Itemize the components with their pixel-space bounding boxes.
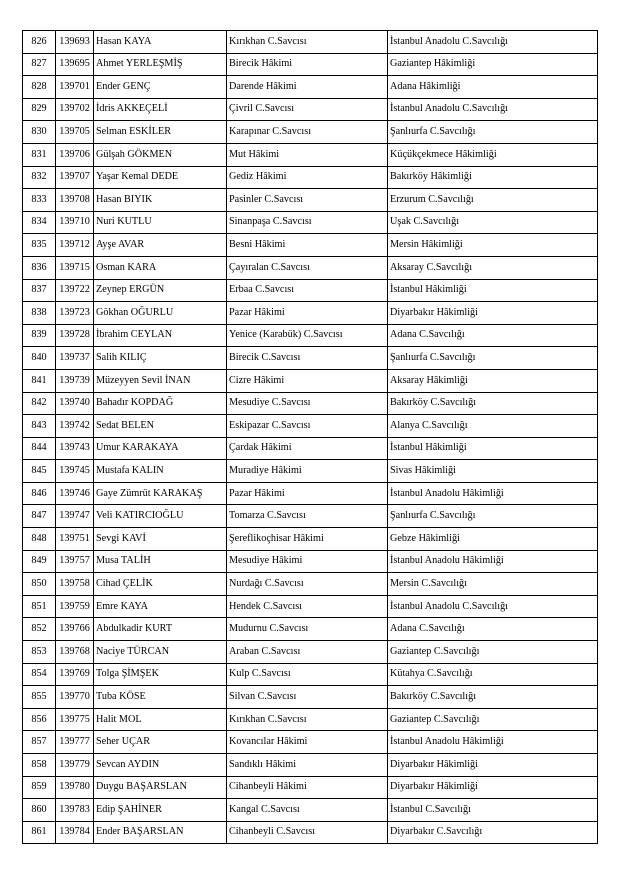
row-number: 843 — [23, 415, 56, 438]
registry-number: 139723 — [56, 302, 94, 325]
table-row — [23, 31, 598, 54]
registry-number: 139740 — [56, 392, 94, 415]
person-name: Bahadır KOPDAĞ — [94, 392, 227, 415]
current-post: Mesudiye C.Savcısı — [227, 392, 388, 415]
current-post: Pazar Hâkimi — [227, 482, 388, 505]
row-number: 837 — [23, 279, 56, 302]
person-name: Gökhan OĞURLU — [94, 302, 227, 325]
table-row — [23, 754, 598, 777]
person-name: Hasan KAYA — [94, 31, 227, 54]
assigned-post: Şanlıurfa C.Savcılığı — [388, 347, 598, 370]
person-name: Nuri KUTLU — [94, 211, 227, 234]
assigned-post: Diyarbakır Hâkimliği — [388, 754, 598, 777]
person-name: Ahmet YERLEŞMİŞ — [94, 53, 227, 76]
current-post: Cizre Hâkimi — [227, 369, 388, 392]
current-post: Çayıralan C.Savcısı — [227, 256, 388, 279]
person-name: Osman KARA — [94, 256, 227, 279]
table-row — [23, 618, 598, 641]
row-number: 828 — [23, 76, 56, 99]
assigned-post: Alanya C.Savcılığı — [388, 415, 598, 438]
table-row — [23, 799, 598, 822]
table-row — [23, 528, 598, 551]
current-post: Kırıkhan C.Savcısı — [227, 31, 388, 54]
row-number: 858 — [23, 754, 56, 777]
row-number: 831 — [23, 143, 56, 166]
row-number: 826 — [23, 31, 56, 54]
registry-number: 139759 — [56, 595, 94, 618]
table-row — [23, 53, 598, 76]
person-name: Tuba KÖSE — [94, 686, 227, 709]
appointment-table — [22, 30, 598, 844]
table-row — [23, 256, 598, 279]
current-post: Pasinler C.Savcısı — [227, 189, 388, 212]
table-row — [23, 98, 598, 121]
row-number: 830 — [23, 121, 56, 144]
current-post: Besni Hâkimi — [227, 234, 388, 257]
row-number: 833 — [23, 189, 56, 212]
registry-number: 139722 — [56, 279, 94, 302]
person-name: Zeynep ERGÜN — [94, 279, 227, 302]
current-post: Silvan C.Savcısı — [227, 686, 388, 709]
registry-number: 139769 — [56, 663, 94, 686]
assigned-post: Bakırköy C.Savcılığı — [388, 686, 598, 709]
table-row — [23, 392, 598, 415]
person-name: Abdulkadir KURT — [94, 618, 227, 641]
registry-number: 139702 — [56, 98, 94, 121]
row-number: 856 — [23, 708, 56, 731]
current-post: Muradiye Hâkimi — [227, 460, 388, 483]
current-post: Pazar Hâkimi — [227, 302, 388, 325]
row-number: 827 — [23, 53, 56, 76]
assigned-post: Mersin Hâkimliği — [388, 234, 598, 257]
current-post: Cihanbeyli C.Savcısı — [227, 821, 388, 844]
table-row — [23, 234, 598, 257]
table-row — [23, 189, 598, 212]
current-post: Mudurnu C.Savcısı — [227, 618, 388, 641]
table-row — [23, 211, 598, 234]
registry-number: 139707 — [56, 166, 94, 189]
person-name: İdris AKKEÇELİ — [94, 98, 227, 121]
assigned-post: İstanbul C.Savcılığı — [388, 799, 598, 822]
table-row — [23, 573, 598, 596]
assigned-post: Bakırköy Hâkimliği — [388, 166, 598, 189]
registry-number: 139779 — [56, 754, 94, 777]
current-post: Birecik Hâkimi — [227, 53, 388, 76]
row-number: 841 — [23, 369, 56, 392]
assigned-post: Erzurum C.Savcılığı — [388, 189, 598, 212]
person-name: Emre KAYA — [94, 595, 227, 618]
assigned-post: Küçükçekmece Hâkimliği — [388, 143, 598, 166]
row-number: 840 — [23, 347, 56, 370]
table-row — [23, 302, 598, 325]
person-name: Edip ŞAHİNER — [94, 799, 227, 822]
table-row — [23, 166, 598, 189]
table-row — [23, 347, 598, 370]
assigned-post: Sivas Hâkimliği — [388, 460, 598, 483]
assigned-post: Şanlıurfa C.Savcılığı — [388, 505, 598, 528]
current-post: Kulp C.Savcısı — [227, 663, 388, 686]
person-name: Ayşe AVAR — [94, 234, 227, 257]
person-name: Tolga ŞİMŞEK — [94, 663, 227, 686]
registry-number: 139701 — [56, 76, 94, 99]
registry-number: 139742 — [56, 415, 94, 438]
row-number: 845 — [23, 460, 56, 483]
assigned-post: Gaziantep C.Savcılığı — [388, 641, 598, 664]
row-number: 852 — [23, 618, 56, 641]
assigned-post: Diyarbakır C.Savcılığı — [388, 821, 598, 844]
row-number: 835 — [23, 234, 56, 257]
current-post: Erbaa C.Savcısı — [227, 279, 388, 302]
row-number: 839 — [23, 324, 56, 347]
table-row — [23, 505, 598, 528]
row-number: 834 — [23, 211, 56, 234]
row-number: 829 — [23, 98, 56, 121]
person-name: Duygu BAŞARSLAN — [94, 776, 227, 799]
current-post: Birecik C.Savcısı — [227, 347, 388, 370]
table-row — [23, 731, 598, 754]
row-number: 847 — [23, 505, 56, 528]
table-row — [23, 324, 598, 347]
assigned-post: Gebze Hâkimliği — [388, 528, 598, 551]
person-name: Cihad ÇELİK — [94, 573, 227, 596]
assigned-post: Kütahya C.Savcılığı — [388, 663, 598, 686]
registry-number: 139743 — [56, 437, 94, 460]
assigned-post: Adana C.Savcılığı — [388, 324, 598, 347]
current-post: Kırıkhan C.Savcısı — [227, 708, 388, 731]
current-post: Darende Hâkimi — [227, 76, 388, 99]
table-row — [23, 776, 598, 799]
table-row — [23, 550, 598, 573]
person-name: Veli KATIRCIOĞLU — [94, 505, 227, 528]
table-row — [23, 279, 598, 302]
current-post: Nurdağı C.Savcısı — [227, 573, 388, 596]
person-name: Seher UÇAR — [94, 731, 227, 754]
appointment-table-body — [23, 31, 598, 844]
person-name: Mustafa KALIN — [94, 460, 227, 483]
current-post: Kovancılar Hâkimi — [227, 731, 388, 754]
registry-number: 139780 — [56, 776, 94, 799]
current-post: Mut Hâkimi — [227, 143, 388, 166]
assigned-post: Adana Hâkimliği — [388, 76, 598, 99]
current-post: Şereflikoçhisar Hâkimi — [227, 528, 388, 551]
current-post: Hendek C.Savcısı — [227, 595, 388, 618]
row-number: 857 — [23, 731, 56, 754]
registry-number: 139770 — [56, 686, 94, 709]
row-number: 848 — [23, 528, 56, 551]
table-row — [23, 482, 598, 505]
row-number: 854 — [23, 663, 56, 686]
assigned-post: İstanbul Anadolu Hâkimliği — [388, 482, 598, 505]
person-name: İbrahim CEYLAN — [94, 324, 227, 347]
table-row — [23, 415, 598, 438]
registry-number: 139710 — [56, 211, 94, 234]
table-row — [23, 595, 598, 618]
person-name: Halit MOL — [94, 708, 227, 731]
current-post: Gediz Hâkimi — [227, 166, 388, 189]
table-row — [23, 708, 598, 731]
registry-number: 139775 — [56, 708, 94, 731]
table-row — [23, 663, 598, 686]
person-name: Sevgi KAVİ — [94, 528, 227, 551]
row-number: 851 — [23, 595, 56, 618]
current-post: Sandıklı Hâkimi — [227, 754, 388, 777]
table-row — [23, 121, 598, 144]
row-number: 860 — [23, 799, 56, 822]
table-row — [23, 460, 598, 483]
assigned-post: Uşak C.Savcılığı — [388, 211, 598, 234]
table-row — [23, 76, 598, 99]
assigned-post: Adana C.Savcılığı — [388, 618, 598, 641]
current-post: Cihanbeyli Hâkimi — [227, 776, 388, 799]
person-name: Musa TALİH — [94, 550, 227, 573]
current-post: Çivril C.Savcısı — [227, 98, 388, 121]
row-number: 844 — [23, 437, 56, 460]
table-row — [23, 143, 598, 166]
current-post: Eskipazar C.Savcısı — [227, 415, 388, 438]
row-number: 861 — [23, 821, 56, 844]
person-name: Müzeyyen Sevil İNAN — [94, 369, 227, 392]
registry-number: 139757 — [56, 550, 94, 573]
registry-number: 139715 — [56, 256, 94, 279]
assigned-post: İstanbul Anadolu Hâkimliği — [388, 550, 598, 573]
current-post: Sinanpaşa C.Savcısı — [227, 211, 388, 234]
assigned-post: İstanbul Anadolu C.Savcılığı — [388, 31, 598, 54]
assigned-post: Aksaray C.Savcılığı — [388, 256, 598, 279]
current-post: Kangal C.Savcısı — [227, 799, 388, 822]
assigned-post: İstanbul Anadolu C.Savcılığı — [388, 98, 598, 121]
assigned-post: İstanbul Hâkimliği — [388, 437, 598, 460]
assigned-post: Gaziantep Hâkimliği — [388, 53, 598, 76]
registry-number: 139751 — [56, 528, 94, 551]
registry-number: 139706 — [56, 143, 94, 166]
person-name: Ender BAŞARSLAN — [94, 821, 227, 844]
assigned-post: Diyarbakır Hâkimliği — [388, 302, 598, 325]
person-name: Sevcan AYDIN — [94, 754, 227, 777]
assigned-post: Şanlıurfa C.Savcılığı — [388, 121, 598, 144]
table-row — [23, 641, 598, 664]
person-name: Gülşah GÖKMEN — [94, 143, 227, 166]
assigned-post: İstanbul Anadolu C.Savcılığı — [388, 595, 598, 618]
registry-number: 139784 — [56, 821, 94, 844]
row-number: 853 — [23, 641, 56, 664]
registry-number: 139695 — [56, 53, 94, 76]
current-post: Araban C.Savcısı — [227, 641, 388, 664]
registry-number: 139739 — [56, 369, 94, 392]
current-post: Yenice (Karabük) C.Savcısı — [227, 324, 388, 347]
table-row — [23, 686, 598, 709]
registry-number: 139783 — [56, 799, 94, 822]
registry-number: 139747 — [56, 505, 94, 528]
registry-number: 139728 — [56, 324, 94, 347]
registry-number: 139758 — [56, 573, 94, 596]
document-page — [22, 30, 598, 844]
registry-number: 139766 — [56, 618, 94, 641]
registry-number: 139712 — [56, 234, 94, 257]
registry-number: 139768 — [56, 641, 94, 664]
table-row — [23, 437, 598, 460]
current-post: Tomarza C.Savcısı — [227, 505, 388, 528]
row-number: 859 — [23, 776, 56, 799]
table-row — [23, 369, 598, 392]
row-number: 836 — [23, 256, 56, 279]
assigned-post: İstanbul Hâkimliği — [388, 279, 598, 302]
person-name: Umur KARAKAYA — [94, 437, 227, 460]
row-number: 846 — [23, 482, 56, 505]
current-post: Mesudiye Hâkimi — [227, 550, 388, 573]
registry-number: 139693 — [56, 31, 94, 54]
assigned-post: Aksaray Hâkimliği — [388, 369, 598, 392]
person-name: Sedat BELEN — [94, 415, 227, 438]
current-post: Çardak Hâkimi — [227, 437, 388, 460]
row-number: 849 — [23, 550, 56, 573]
registry-number: 139745 — [56, 460, 94, 483]
registry-number: 139708 — [56, 189, 94, 212]
row-number: 855 — [23, 686, 56, 709]
registry-number: 139746 — [56, 482, 94, 505]
current-post: Karapınar C.Savcısı — [227, 121, 388, 144]
person-name: Gaye Zümrüt KARAKAŞ — [94, 482, 227, 505]
person-name: Ender GENÇ — [94, 76, 227, 99]
row-number: 850 — [23, 573, 56, 596]
person-name: Yaşar Kemal DEDE — [94, 166, 227, 189]
assigned-post: Mersin C.Savcılığı — [388, 573, 598, 596]
assigned-post: Bakırköy C.Savcılığı — [388, 392, 598, 415]
person-name: Naciye TÜRCAN — [94, 641, 227, 664]
person-name: Selman ESKİLER — [94, 121, 227, 144]
row-number: 842 — [23, 392, 56, 415]
person-name: Hasan BIYIK — [94, 189, 227, 212]
row-number: 832 — [23, 166, 56, 189]
table-row — [23, 821, 598, 844]
registry-number: 139705 — [56, 121, 94, 144]
assigned-post: Diyarbakır Hâkimliği — [388, 776, 598, 799]
registry-number: 139777 — [56, 731, 94, 754]
registry-number: 139737 — [56, 347, 94, 370]
assigned-post: İstanbul Anadolu Hâkimliği — [388, 731, 598, 754]
assigned-post: Gaziantep C.Savcılığı — [388, 708, 598, 731]
row-number: 838 — [23, 302, 56, 325]
person-name: Salih KILIÇ — [94, 347, 227, 370]
